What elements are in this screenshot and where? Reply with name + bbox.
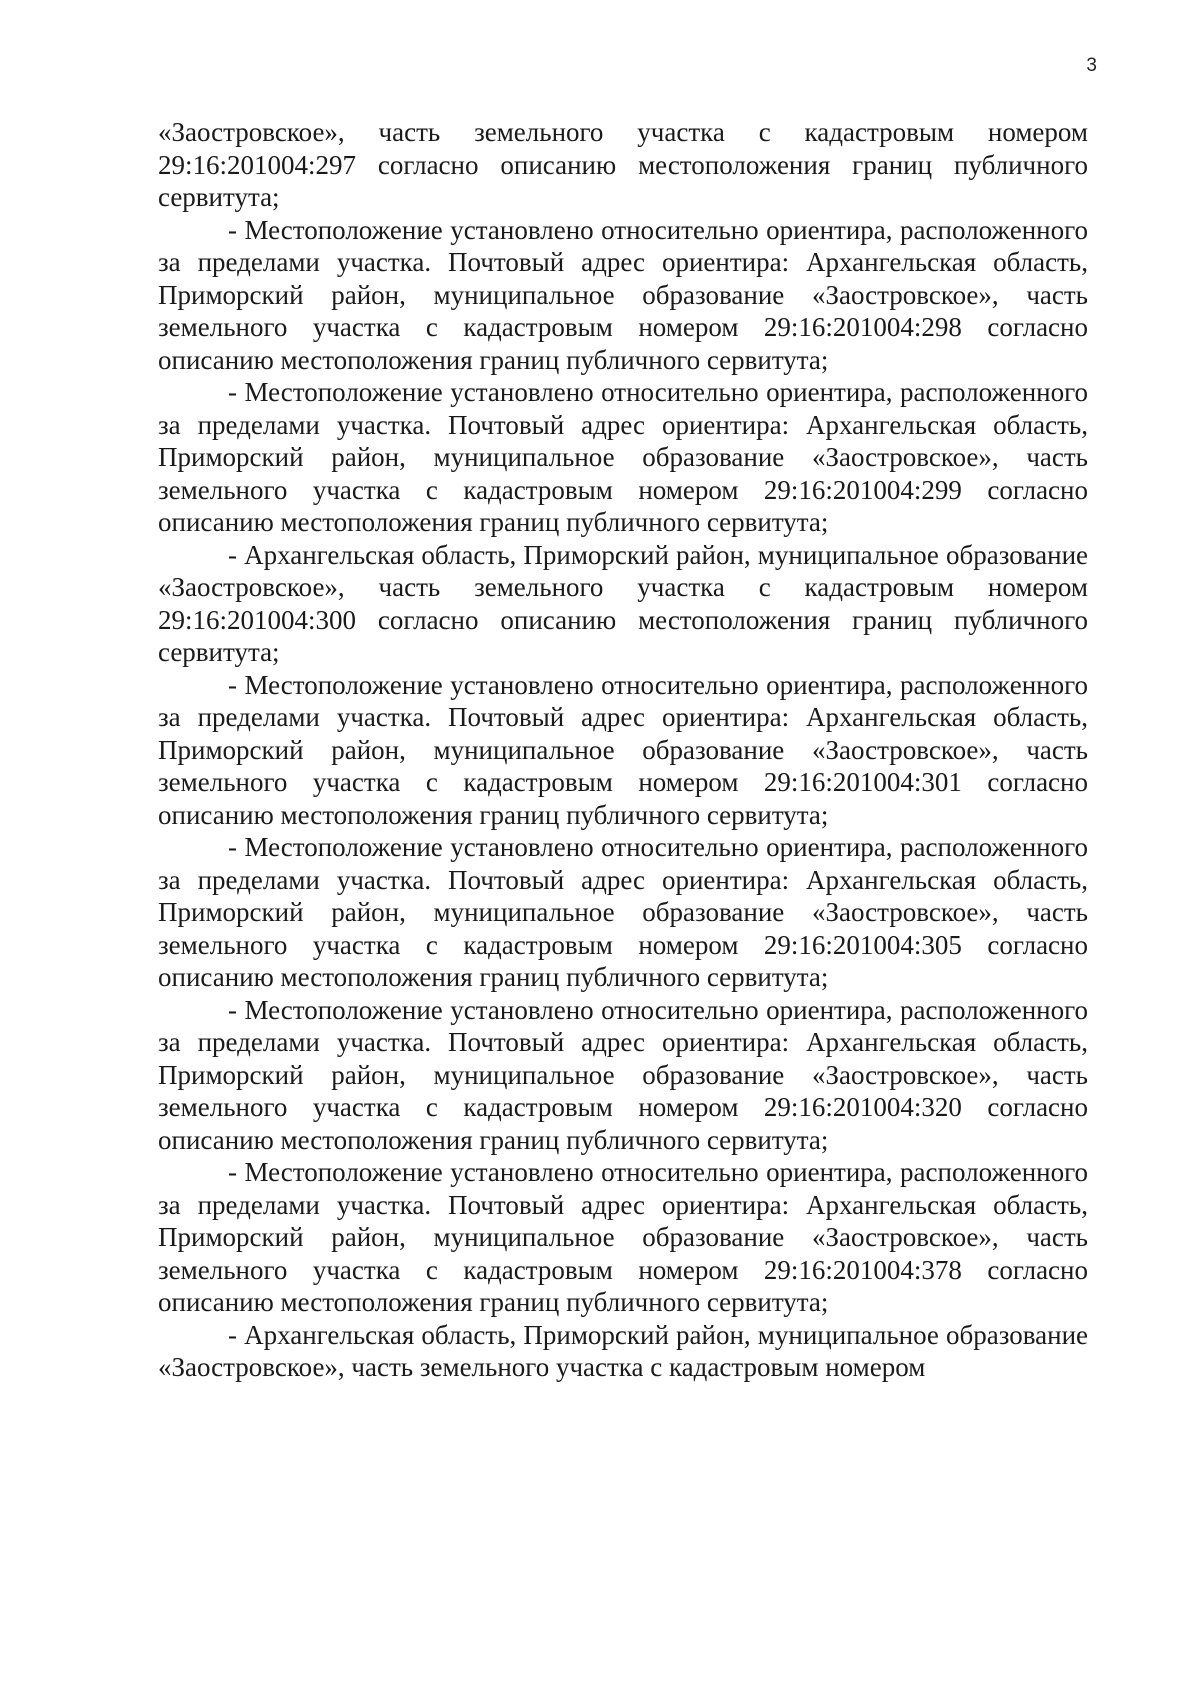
paragraph-item: - Местоположение установлено относительно ориентира, расположенного за пределами участка. Почтовый адрес ориентира: Архангельская область, Приморский район, муниципальное образование «Заостровское», часть земельного участка с кадастровым номером 29:16:201004:301 согласно описанию местоположения границ публичного сервитута;	[158, 669, 1088, 830]
paragraph-item: - Местоположение установлено относительно ориентира, расположенного за пределами участка. Почтовый адрес ориентира: Архангельская область, Приморский район, муниципальное образование «Заостровское», часть земельного участка с кадастровым номером 29:16:201004:305 согласно описанию местоположения границ публичного сервитута;	[158, 832, 1088, 992]
paragraph-item: - Архангельская область, Приморский район, муниципальное образование «Заостровское», часть земельного участка с кадастровым номером	[158, 1319, 1088, 1382]
paragraph-continuation: «Заостровское», часть земельного участка с кадастровым номером 29:16:201004:297 согласно описанию местоположения границ публичного сервитута;	[158, 117, 1088, 212]
page-number: 3	[1086, 55, 1097, 76]
paragraph-item: - Местоположение установлено относительно ориентира, расположенного за пределами участка. Почтовый адрес ориентира: Архангельская область, Приморский район, муниципальное образование «Заостровское», часть земельного участка с кадастровым номером 29:16:201004:299 согласно описанию местоположения границ публичного сервитута;	[158, 377, 1088, 537]
paragraph-item: - Местоположение установлено относительно ориентира, расположенного за пределами участка. Почтовый адрес ориентира: Архангельская область, Приморский район, муниципальное образование «Заостровское», часть земельного участка с кадастровым номером 29:16:201004:298 согласно описанию местоположения границ публичного сервитута;	[158, 214, 1088, 375]
document-body	[158, 116, 1088, 1384]
paragraph-item: - Местоположение установлено относительно ориентира, расположенного за пределами участка. Почтовый адрес ориентира: Архангельская область, Приморский район, муниципальное образование «Заостровское», часть земельного участка с кадастровым номером 29:16:201004:320 согласно описанию местоположения границ публичного сервитута;	[158, 994, 1088, 1155]
paragraph-item: - Местоположение установлено относительно ориентира, расположенного за пределами участка. Почтовый адрес ориентира: Архангельская область, Приморский район, муниципальное образование «Заостровское», часть земельного участка с кадастровым номером 29:16:201004:378 согласно описанию местоположения границ публичного сервитута;	[158, 1157, 1088, 1317]
paragraph-item: - Архангельская область, Приморский район, муниципальное образование «Заостровское», часть земельного участка с кадастровым номером 29:16:201004:300 согласно описанию местоположения границ публичного сервитута;	[158, 539, 1088, 667]
